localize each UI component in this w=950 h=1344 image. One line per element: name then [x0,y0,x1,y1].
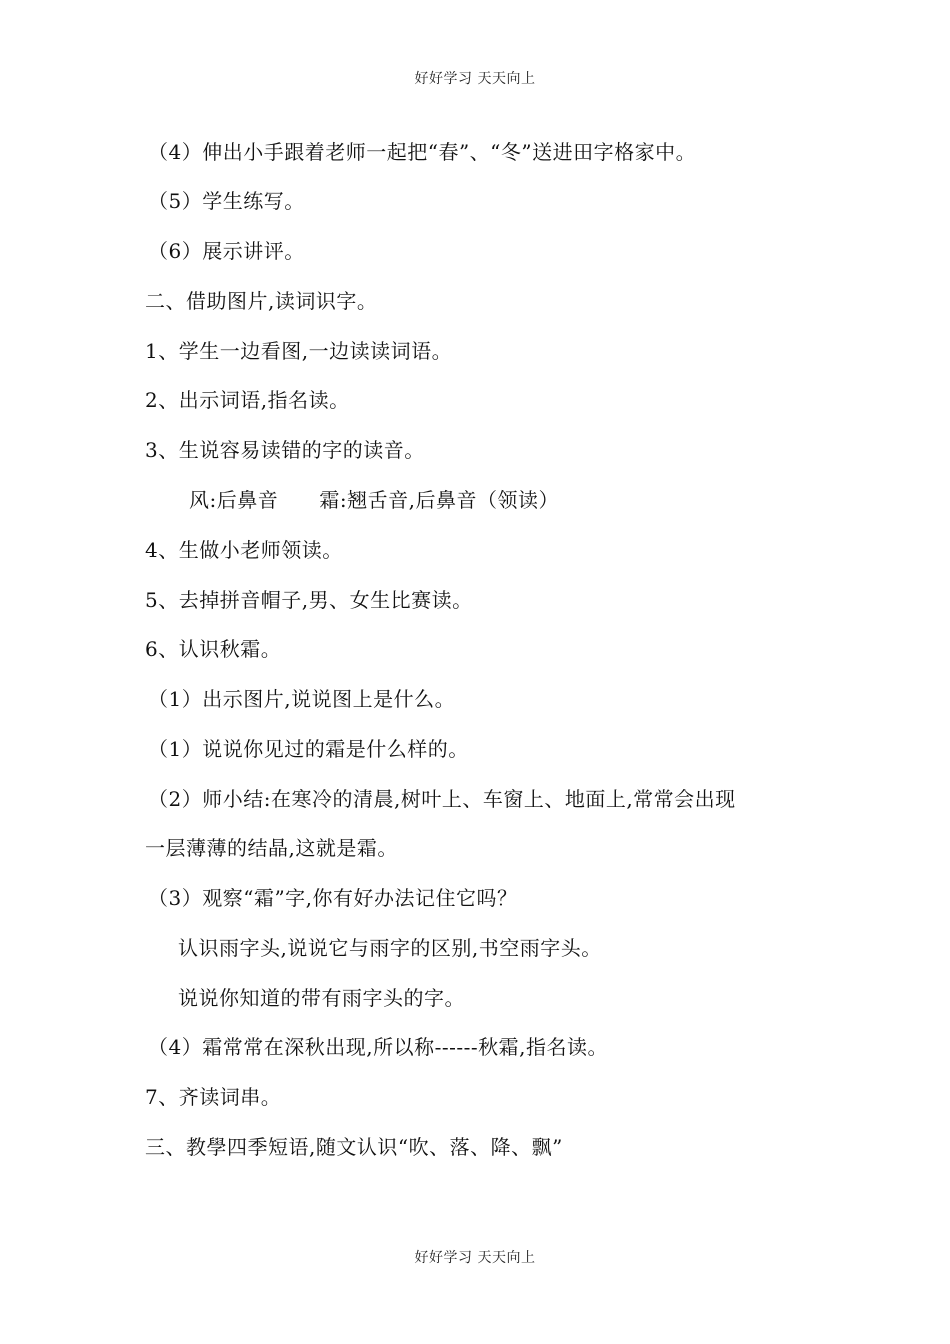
text-line: （4）霜常常在深秋出现,所以称------秋霜,指名读。 [148,1035,608,1059]
text-line: 7、齐读词串。 [145,1085,282,1109]
section-heading: 二、借助图片,读词识字。 [145,289,378,313]
text-line: （5）学生练写。 [148,189,305,213]
text-line: （3）观察“霜”字,你有好办法记住它吗？ [148,886,518,910]
page-header: 好好学习 天天向上 [414,71,536,87]
section-heading: 三、教學四季短语,随文认识“吹、落、降、飘” [145,1135,563,1159]
text-line: 2、出示词语,指名读。 [145,388,350,412]
text-line: （2）师小结:在寒冷的清晨,树叶上、车窗上、地面上,常常会出现 [148,787,736,811]
text-line: 3、生说容易读错的字的读音。 [145,438,425,462]
text-line: （4）伸出小手跟着老师一起把“春”、“冬”送进田字格家中。 [148,140,697,164]
text-line: 1、学生一边看图,一边读读词语。 [145,339,453,363]
text-line: 说说你知道的带有雨字头的字。 [178,986,465,1010]
text-line: 5、去掉拼音帽子,男、女生比赛读。 [145,588,473,612]
text-line: （1）出示图片,说说图上是什么。 [148,687,456,711]
text-line: （6）展示讲评。 [148,239,305,263]
text-line: 4、生做小老师领读。 [145,538,343,562]
text-line: 一层薄薄的结晶,这就是霜。 [145,836,398,860]
text-line: （1）说说你见过的霜是什么样的。 [148,737,469,761]
text-line: 6、认识秋霜。 [145,637,282,661]
text-line: 认识雨字头,说说它与雨字的区别,书空雨字头。 [178,936,602,960]
page-footer: 好好学习 天天向上 [414,1250,536,1266]
text-line: 风:后鼻音 霜:翘舌音,后鼻音（领读） [189,488,559,512]
